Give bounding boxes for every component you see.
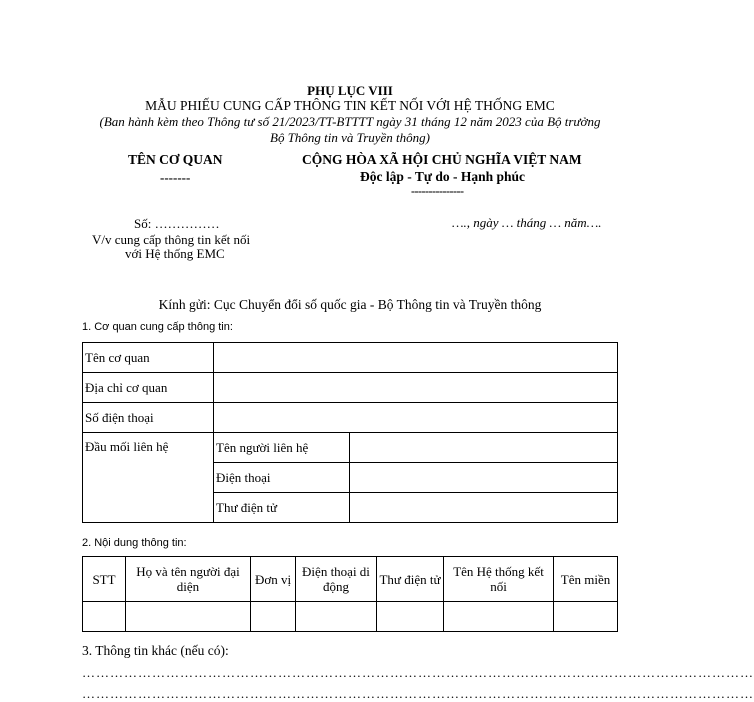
phone-field[interactable] [214,403,618,433]
col-email: Thư điện tử [377,557,444,602]
system-cell[interactable] [444,602,554,632]
appendix-heading: PHỤ LỤC VIII [307,83,393,98]
table-header-row [83,557,618,602]
label-contact-point: Đầu mối liên hệ [83,433,214,523]
contact-name-field[interactable] [350,433,618,463]
section3-title: 3. Thông tin khác (nếu có): [82,643,229,658]
label-contact-phone: Điện thoại [214,463,350,493]
section1-title: 1. Cơ quan cung cấp thông tin: [82,321,233,333]
other-info-line2[interactable]: ……………………………………………………………………………………………………………………………… [82,686,754,701]
col-stt: STT [83,557,126,602]
agency-info-table [82,342,618,523]
motto-divider: --------------- [411,184,464,198]
domain-cell[interactable] [554,602,618,632]
stt-cell[interactable] [83,602,126,632]
unit-cell[interactable] [251,602,296,632]
agency-name-field[interactable] [214,343,618,373]
document-number: Số: …………… [134,216,220,231]
subject-line2: với Hệ thống EMC [125,246,225,261]
col-mobile: Điện thoại di động [296,557,377,602]
nation-heading: CỘNG HÒA XÃ HỘI CHỦ NGHĨA VIỆT NAM [302,152,582,167]
table-row [83,373,618,403]
mobile-cell[interactable] [296,602,377,632]
content-info-table [82,556,618,632]
col-system: Tên Hệ thống kết nối [444,557,554,602]
agency-name: TÊN CƠ QUAN [128,152,223,167]
place-date: …., ngày … tháng … năm…. [452,215,602,230]
contact-phone-field[interactable] [350,463,618,493]
label-agency-address: Địa chỉ cơ quan [83,373,214,403]
issued-note-line2: Bộ Thông tin và Truyền thông) [270,130,430,145]
col-representative: Họ và tên người đại diện [126,557,251,602]
label-contact-email: Thư điện tử [214,493,350,523]
table-row [83,343,618,373]
label-contact-name: Tên người liên hệ [214,433,350,463]
table-row [83,602,618,632]
label-phone: Số điện thoại [83,403,214,433]
agency-divider: ------- [160,170,191,185]
national-motto: Độc lập - Tự do - Hạnh phúc [360,169,526,184]
representative-cell[interactable] [126,602,251,632]
table-row [83,403,618,433]
contact-email-field[interactable] [350,493,618,523]
col-domain: Tên miền [554,557,618,602]
recipient-greeting: Kính gửi: Cục Chuyển đổi số quốc gia - Bộ Thông tin và Truyền thông [158,297,542,312]
subject-line1: V/v cung cấp thông tin kết nối [92,232,251,247]
col-unit: Đơn vị [251,557,296,602]
agency-address-field[interactable] [214,373,618,403]
other-info-line1[interactable]: ……………………………………………………………………………………………………………………………… [82,665,754,680]
section2-title: 2. Nội dung thông tin: [82,537,187,549]
table-row [83,433,618,463]
email-cell[interactable] [377,602,444,632]
label-agency-name: Tên cơ quan [83,343,214,373]
issued-note-line1: (Ban hành kèm theo Thông tư số 21/2023/TT-BTTTT ngày 31 tháng 12 năm 2023 của Bộ trưởng [99,114,601,129]
form-title: MẪU PHIẾU CUNG CẤP THÔNG TIN KẾT NỐI VỚI HỆ THỐNG EMC [145,98,555,113]
